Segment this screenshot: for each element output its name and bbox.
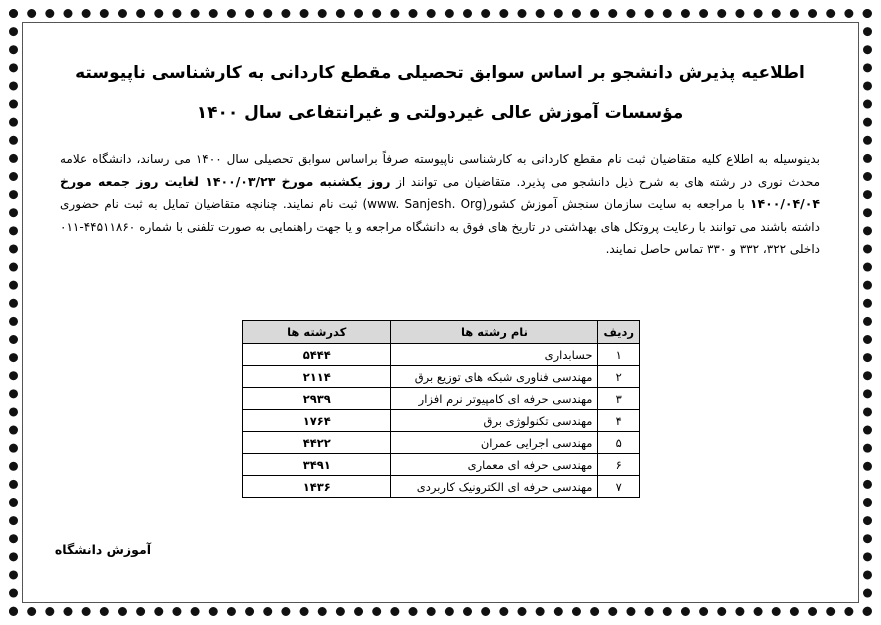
website-link: www. Sanjesh. Org	[367, 197, 483, 211]
major-code-cell: ۳۴۹۱	[243, 454, 391, 476]
table-row	[243, 344, 640, 366]
major-name-cell: مهندسی حرفه ای الکترونیک کاربردی	[391, 476, 598, 498]
table-row	[243, 432, 640, 454]
table-row	[243, 454, 640, 476]
table-row	[243, 366, 640, 388]
header-major-code: کدرشته ها	[243, 321, 391, 344]
row-number-cell: ۵	[598, 432, 640, 454]
major-name-cell: مهندسی حرفه ای معماری	[391, 454, 598, 476]
header-row-number: ردیف	[598, 321, 640, 344]
major-name-cell: مهندسی اجرایی عمران	[391, 432, 598, 454]
table-row	[243, 476, 640, 498]
row-number-cell: ۳	[598, 388, 640, 410]
major-name-cell: مهندسی فناوری شبکه های توزیع برق	[391, 366, 598, 388]
major-code-cell: ۲۱۱۴	[243, 366, 391, 388]
announcement-content	[60, 52, 820, 261]
body-text-1: بدینوسیله به اطلاع کلیه متقاضیان ثبت نام مقطع کاردانی به کارشناسی ناپیوسته صرفاً براساس سوابق تحصیلی سال ۱۴۰۰ می رساند، دانشگاه علامه محدث نوری در رشته های به شرح ذیل دانشجو می پذیرد. متقاضیان می توانند از	[60, 152, 821, 189]
announcement-title: اطلاعیه پذیرش دانشجو بر اساس سوابق تحصیلی مقطع کاردانی به کارشناسی ناپیوسته	[75, 63, 805, 83]
announcement-body	[60, 148, 820, 261]
row-number-cell: ۶	[598, 454, 640, 476]
major-name-cell: مهندسی تکنولوژی برق	[391, 410, 598, 432]
registration-dates: روز یکشنبه مورخ ۱۴۰۰/۰۳/۲۳ لغایت روز جمعه مورخ ۱۴۰۰/۰۴/۰۴	[60, 173, 820, 211]
row-number-cell: ۷	[598, 476, 640, 498]
row-number-cell: ۱	[598, 344, 640, 366]
row-number-cell: ۲	[598, 366, 640, 388]
table-row	[243, 388, 640, 410]
signature: آموزش دانشگاه	[54, 542, 151, 557]
major-code-cell: ۱۷۶۴	[243, 410, 391, 432]
major-code-cell: ۵۴۴۴	[243, 344, 391, 366]
table-body	[243, 344, 640, 498]
announcement-subtitle: مؤسسات آموزش عالی غیردولتی و غیرانتفاعی سال ۱۴۰۰	[196, 103, 684, 123]
major-code-cell: ۱۴۳۶	[243, 476, 391, 498]
body-text-2: با مراجعه به سایت سازمان سنجش آموزش کشور(	[482, 197, 745, 211]
header-major-name: نام رشته ها	[391, 321, 598, 344]
major-code-cell: ۴۴۲۲	[243, 432, 391, 454]
row-number-cell: ۴	[598, 410, 640, 432]
majors-table	[242, 320, 640, 498]
table-header-row	[243, 321, 640, 344]
body-text-3: ) ثبت نام نمایند. چنانچه متقاضیان تمایل به ثبت نام حضوری داشته باشند می توانند با رعایت پروتکل های بهداشتی در تاریخ های فوق به دانشگاه مراجعه و یا جهت راهنمایی به صورت تلفنی با شماره ۴۴۵۱۱۸۶۰-۰۱۱ داخلی ۳۲۲، ۳۳۲ و ۳۳۰ تماس حاصل نمایند.	[60, 197, 820, 256]
major-name-cell: حسابداری	[391, 344, 598, 366]
major-code-cell: ۲۹۳۹	[243, 388, 391, 410]
table-row	[243, 410, 640, 432]
major-name-cell: مهندسی حرفه ای کامپیوتر نرم افزار	[391, 388, 598, 410]
